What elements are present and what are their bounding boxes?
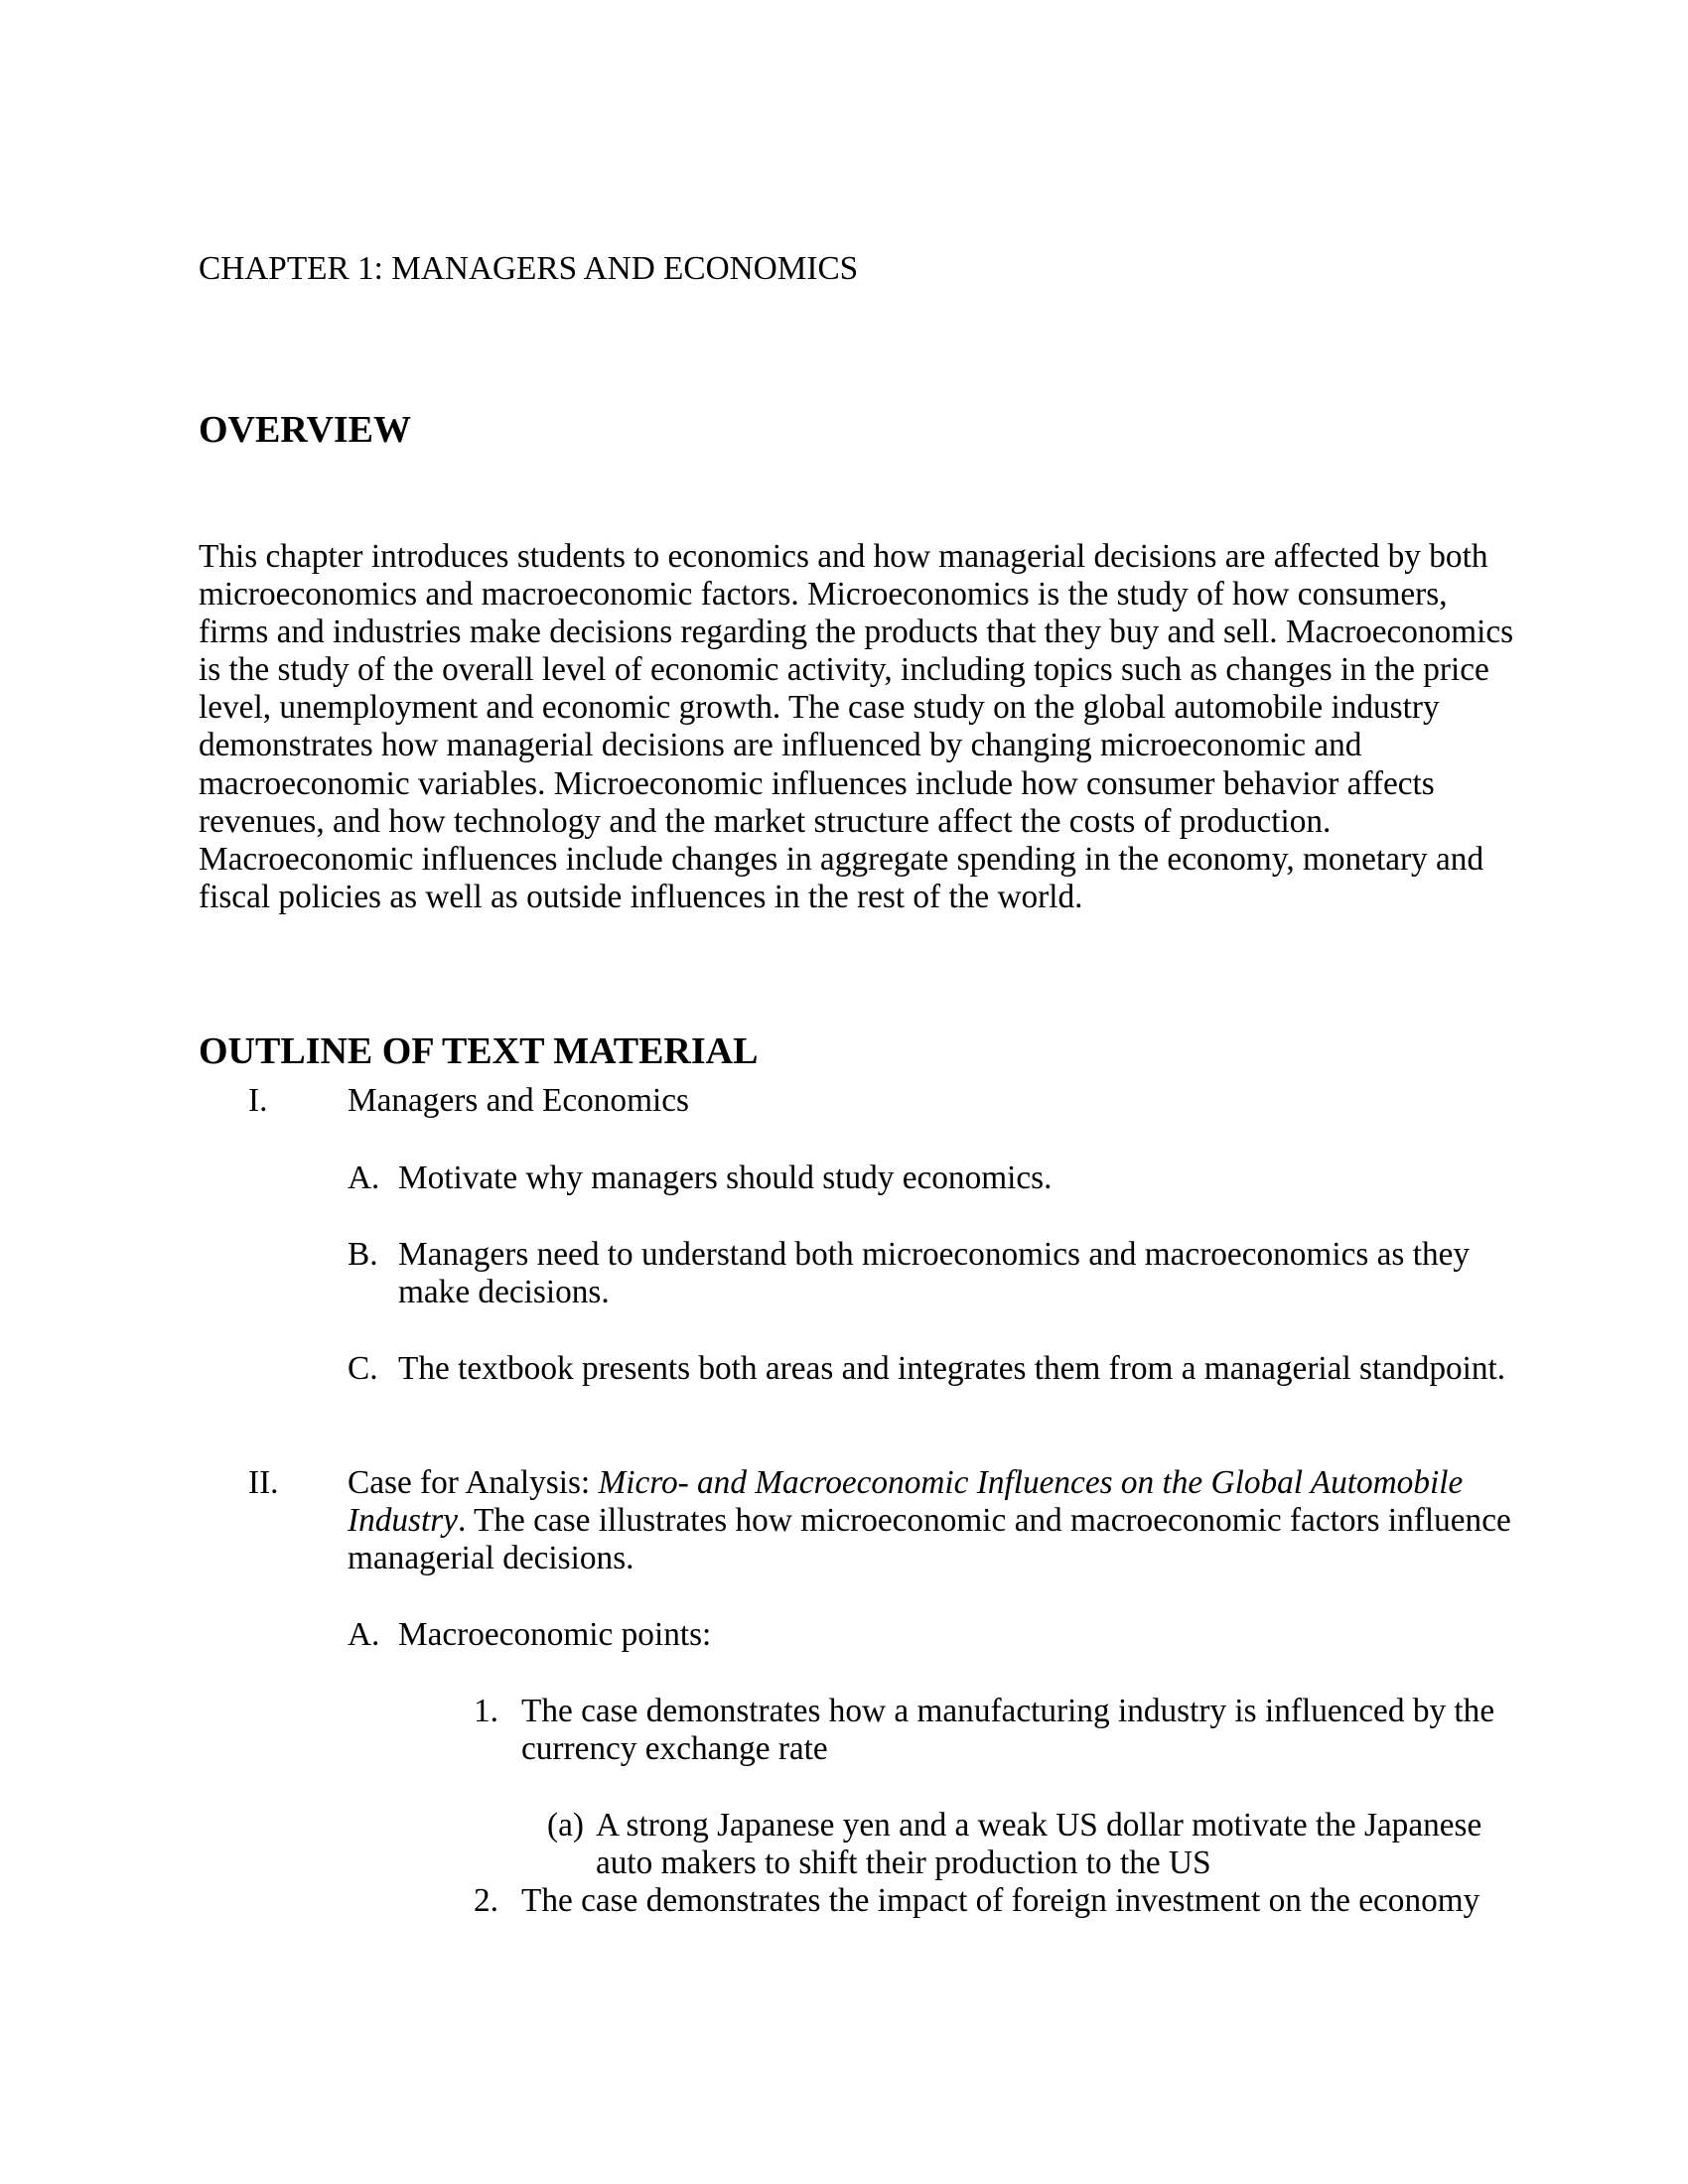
overview-heading: OVERVIEW	[199, 409, 412, 451]
overview-line: fiscal policies as well as outside influences in the rest of the world.	[199, 878, 1083, 915]
overview-line: firms and industries make decisions regarding the products that they buy and sell. Macroeconomics	[199, 614, 1514, 651]
point-label: 2.	[474, 1882, 498, 1919]
section-title-line	[348, 1502, 1511, 1540]
item-text: make decisions.	[398, 1274, 610, 1310]
section-title-line	[348, 1464, 1463, 1502]
item-text: The textbook presents both areas and integrates them from a managerial standpoint.	[398, 1350, 1506, 1387]
item-text: Managers need to understand both microeconomics and macroeconomics as they	[398, 1236, 1471, 1273]
overview-line: level, unemployment and economic growth. The case study on the global automobile industry	[199, 689, 1440, 727]
item-label: A.	[348, 1616, 380, 1653]
overview-line: microeconomics and macroeconomic factors. Microeconomics is the study of how consumers,	[199, 576, 1448, 614]
overview-line: demonstrates how managerial decisions are influenced by changing microeconomic and	[199, 727, 1362, 764]
subpoint-text: A strong Japanese yen and a weak US dollar motivate the Japanese	[596, 1807, 1482, 1843]
item-text: Macroeconomic points:	[398, 1616, 712, 1653]
overview-line: is the study of the overall level of economic activity, including topics such as changes in the price	[199, 651, 1489, 689]
chapter-title: CHAPTER 1: MANAGERS AND ECONOMICS	[199, 250, 859, 287]
subpoint-text: auto makers to shift their production to the US	[596, 1844, 1211, 1881]
title-suffix: . The case illustrates how microeconomic and macroeconomic factors influence	[457, 1502, 1511, 1539]
point-text: The case demonstrates how a manufacturing industry is influenced by the	[521, 1693, 1495, 1729]
point-text: The case demonstrates the impact of foreign investment on the economy	[521, 1882, 1480, 1919]
section-numeral: I.	[248, 1082, 268, 1119]
item-text: Motivate why managers should study economics.	[398, 1160, 1053, 1196]
outline-heading: OUTLINE OF TEXT MATERIAL	[199, 1030, 759, 1072]
section-title: Managers and Economics	[348, 1082, 689, 1119]
section-title-line: managerial decisions.	[348, 1540, 634, 1576]
overview-line: macroeconomic variables. Microeconomic influences include how consumer behavior affects	[199, 764, 1435, 802]
item-label: A.	[348, 1160, 380, 1196]
point-label: 1.	[474, 1693, 498, 1729]
overview-line: This chapter introduces students to economics and how managerial decisions are affected by both	[199, 538, 1488, 575]
section-numeral: II.	[248, 1464, 279, 1501]
case-title-italic: Industry	[348, 1502, 458, 1539]
item-label: C.	[348, 1350, 378, 1387]
overview-line: Macroeconomic influences include changes in aggregate spending in the economy, monetary and	[199, 840, 1484, 878]
item-label: B.	[348, 1236, 378, 1273]
subpoint-label: (a)	[547, 1807, 584, 1843]
title-prefix: Case for Analysis:	[348, 1464, 599, 1501]
overview-paragraph	[199, 538, 1519, 916]
case-title-italic: Micro- and Macroeconomic Influences on the Global Automobile	[598, 1464, 1464, 1501]
overview-line: revenues, and how technology and the market structure affect the costs of production.	[199, 802, 1332, 840]
point-text: currency exchange rate	[521, 1730, 828, 1767]
